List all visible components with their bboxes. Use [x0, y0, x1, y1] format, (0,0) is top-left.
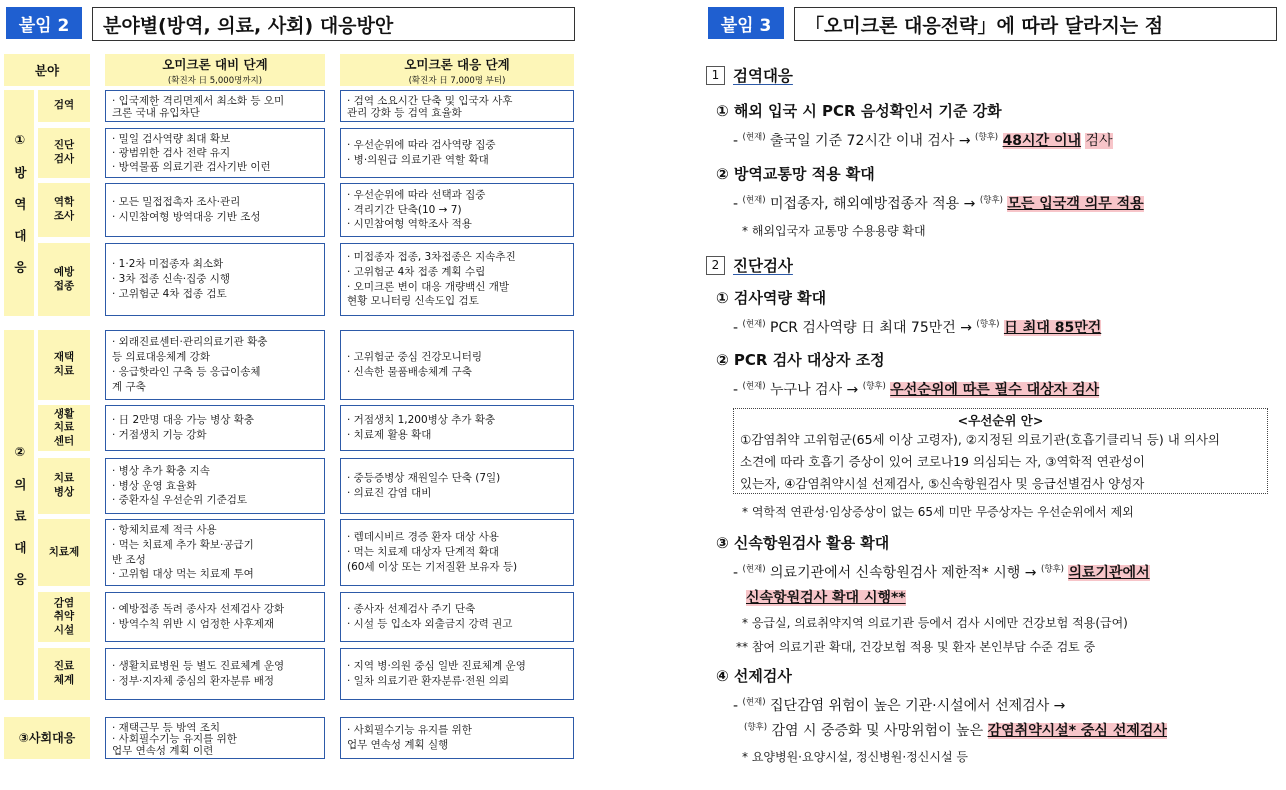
- cell-line: · 1·2차 미접종자 최소화: [112, 258, 224, 271]
- prep-stage-cell: [105, 717, 325, 759]
- resp-stage-cell: [340, 405, 574, 451]
- header-resp-stage: [340, 54, 574, 86]
- cell-line: · 정부·지자체 중심의 환자분류 배정: [112, 675, 275, 687]
- preemptive-after-highlight: 감염취약시설* 중심 선제검사: [987, 723, 1167, 739]
- cell-line: (60세 이상 또는 기저질환 보유자 등): [347, 560, 518, 573]
- cell-line: · 종사자 선제검사 주기 단축: [347, 603, 476, 616]
- cell-line: · 생활치료병원 등 별도 진료체계 운영: [112, 660, 285, 673]
- line-test-capacity: - $^{(현재)}$ PCR 검사역량 日 최대 75만건 → $^{(향후)}$ 日 최대 85만건: [733, 319, 1102, 336]
- cell-line: · 지역 병·의원 중심 일반 진료체계 운영: [347, 660, 526, 673]
- cell-line: · 먹는 치료제 추가 확보·공급기: [112, 538, 254, 551]
- prep-stage-cell: [105, 128, 325, 178]
- cell-line: · 고위험군 중심 건강모니터링: [347, 351, 483, 364]
- cell-line: 관리 강화 등 검역 효율화: [347, 107, 462, 118]
- left-title: 분야별(방역, 의료, 사회) 대응방안: [92, 7, 575, 41]
- header-resp-title: 오미크론 대응 단계: [404, 56, 510, 72]
- cell-line: · 미접종자 접종, 3차접종은 지속추진: [347, 250, 516, 263]
- cell-line: · 병상 운영 효율화: [112, 479, 197, 492]
- cell-line: · 광범위한 검사 전략 유지: [112, 147, 231, 159]
- prep-stage-cell: [105, 90, 325, 122]
- right-title: 「오미크론 대응전략」에 따라 달라지는 점: [794, 7, 1277, 41]
- header-field: 분야: [4, 54, 90, 86]
- item-pcr-target: ② PCR 검사 대상자 조정: [716, 351, 885, 369]
- right-badge: 붙임 3: [708, 7, 784, 39]
- cell-line: 업무 연속성 계획 이련: [112, 744, 214, 755]
- line-pcr-standard: - $^{(현재)}$ 출국일 기준 72시간 이내 검사 → $^{(향후)}$ 48시간 이내 검사: [733, 132, 1113, 149]
- cell-line: · 3차 접종 신속·집중 시행: [112, 273, 230, 286]
- resp-stage-cell: [340, 592, 574, 642]
- pcr-before: 출국일 기준 72시간 이내 검사 →: [770, 133, 971, 149]
- cell-line: · 재택근무 등 방역 조치: [112, 722, 220, 733]
- cell-line: · 거점생치 기능 강화: [112, 429, 207, 441]
- section-diagnostic: [706, 254, 793, 276]
- cell-line: · 시설 등 입소자 외출금지 강력 권고: [347, 618, 513, 630]
- row-category-label: 재택 치료: [38, 330, 90, 400]
- cell-line: · 사회필수기능 유지를 위한: [112, 733, 237, 744]
- priority-line: 있는자, ④감염취약시설 선제검사, ⑤신속항원검사 및 응급선별검사 양성자: [740, 476, 1145, 491]
- row-category-label: 예방 접종: [38, 243, 90, 316]
- prep-stage-cell: [105, 519, 325, 586]
- row-category-label: 치료제: [38, 519, 90, 586]
- resp-stage-cell: [340, 243, 574, 316]
- antigen-after-highlight: 의료기관에서: [1068, 565, 1150, 581]
- cell-line: · 의료진 감염 대비: [347, 487, 432, 499]
- item-pcr-standard: ① 해외 입국 시 PCR 음성확인서 기준 강화: [716, 102, 1002, 120]
- resp-stage-cell: [340, 519, 574, 586]
- cell-line: · 중등증병상 재원일수 단축 (7일): [347, 472, 501, 485]
- cell-line: · 격리기간 단축(10 → 7): [347, 203, 462, 216]
- section-number: 1: [706, 66, 725, 85]
- section-quarantine: [706, 64, 793, 86]
- note-preemptive: * 요양병원·요양시설, 정신병원·정신시설 등: [742, 750, 968, 764]
- item-preemptive: ④ 선제검사: [716, 667, 792, 685]
- resp-stage-cell: [340, 330, 574, 400]
- cell-line: · 방역수칙 위반 시 엄정한 사후제재: [112, 618, 275, 630]
- cell-line: · 예방접종 독려 종사자 선제검사 강화: [112, 603, 285, 616]
- pcr-after-highlight: 48시간 이내: [1002, 133, 1082, 149]
- row-category-label: 감염 취약 시설: [38, 592, 90, 642]
- cell-line: · 신속한 물품배송체계 구축: [347, 366, 472, 378]
- cell-line: · 고위험군 4차 접종 계획 수립: [347, 265, 486, 278]
- cell-line: · 고위험군 4차 접종 검토: [112, 287, 227, 300]
- cell-line: · 일차 의료기관 환자분류·전원 의뢰: [347, 675, 510, 687]
- resp-stage-cell: [340, 458, 574, 514]
- priority-line: 소견에 따라 호흡기 증상이 있어 코로나19 의심되는 자, ③역학적 연관성이: [740, 454, 1145, 470]
- header-resp-sub: (확진자 日 7,000명 부터): [408, 75, 506, 86]
- prep-stage-cell: [105, 405, 325, 451]
- section-title: 검역대응: [733, 67, 793, 85]
- resp-stage-cell: [340, 183, 574, 237]
- cell-line: · 입국제한 격리면제서 최소화 등 오미: [112, 95, 285, 106]
- cell-line: · 고위험 대상 먹는 치료제 투여: [112, 568, 254, 581]
- antigen-after-highlight-cont: 신속항원검사 확대 시행**: [746, 590, 906, 606]
- section-title: 진단검사: [733, 257, 793, 275]
- cell-line: · 모든 밀접접촉자 조사·관리: [112, 196, 241, 209]
- cell-line: · 응급핫라인 구축 등 응급이송체: [112, 366, 261, 378]
- note-antigen-1: * 응급실, 의료취약지역 의료기관 등에서 검사 시에만 건강보험 적용(급여): [742, 616, 1128, 630]
- header-prep-title: 오미크론 대비 단계: [162, 56, 268, 72]
- prep-stage-cell: [105, 330, 325, 400]
- capacity-after-highlight: 日 최대 85만건: [1003, 320, 1102, 336]
- row-category-label: 진단 검사: [38, 128, 90, 178]
- header-prep-sub: (확진자 日 5,000명까지): [167, 75, 263, 86]
- cell-line: 반 조성: [112, 553, 146, 566]
- line-quarantine-pass: - $^{(현재)}$ 미접종자, 해외예방접종자 적용 → $^{(향후)}$ 모든 입국객 의무 적용: [733, 195, 1144, 212]
- cell-line: · 시민참여형 역학조사 적용: [347, 218, 472, 231]
- cell-line: · 日 2만명 대응 가능 병상 확충: [112, 414, 254, 427]
- group-medical: ② 의 료 대 응: [4, 330, 34, 700]
- cell-line: 현황 모니터링 신속도입 검토: [347, 295, 479, 308]
- priority-title: <우선순위 안>: [957, 413, 1044, 428]
- cell-line: · 시민참여형 방역대응 기반 조성: [112, 211, 261, 223]
- item-test-capacity: ① 검사역량 확대: [716, 289, 827, 307]
- cell-line: 업무 연속성 계획 실행: [347, 739, 449, 751]
- line-preemptive-after: $^{(향후)}$ 감염 시 중증화 및 사망위험이 높은 감염취약시설* 중심 선제검사: [744, 722, 1167, 739]
- header-prep-stage: [105, 54, 325, 86]
- cell-line: · 사회필수기능 유지를 위한: [347, 724, 472, 737]
- line-preemptive: - $^{(현재)}$ 집단감염 위험이 높은 기관·시설에서 선제검사 →: [733, 697, 1066, 714]
- cell-line: · 렘데시비르 경증 환자 대상 사용: [347, 531, 499, 544]
- resp-stage-cell: [340, 648, 574, 700]
- group-quarantine: ① 방 역 대 응: [4, 90, 34, 316]
- cell-line: · 병·의원급 의료기관 역할 확대: [347, 154, 489, 166]
- note-antigen-2: ** 참여 의료기관 확대, 건강보험 적용 및 환자 본인부담 수준 검토 중: [736, 640, 1096, 654]
- prep-stage-cell: [105, 592, 325, 642]
- cell-line: · 치료제 활용 확대: [347, 429, 432, 441]
- priority-line: ①감염취약 고위험군(65세 이상 고령자), ②지정된 의료기관(호흡기클리닉 등) 내 의사의: [740, 432, 1220, 448]
- resp-stage-cell: [340, 717, 574, 759]
- target-after-highlight: 우선순위에 따른 필수 대상자 검사: [890, 382, 1100, 398]
- cell-line: · 검역 소요시간 단축 및 입국자 사후: [347, 95, 513, 106]
- cell-line: 등 의료대응체계 강화: [112, 351, 210, 364]
- line-rapid-antigen-cont: [746, 587, 906, 607]
- pass-after-highlight: 모든 입국객 의무 적용: [1007, 196, 1144, 212]
- cell-line: · 우선순위에 따라 검사역량 집중: [347, 139, 496, 152]
- priority-box: [733, 408, 1268, 494]
- item-rapid-antigen: ③ 신속항원검사 활용 확대: [716, 534, 890, 552]
- cell-line: 크론 국내 유입차단: [112, 107, 200, 118]
- line-rapid-antigen: - $^{(현재)}$ 의료기관에서 신속항원검사 제한적* 시행 → $^{(향후)}$ 의료기관에서: [733, 564, 1150, 581]
- cell-line: 계 구축: [112, 380, 146, 393]
- cell-line: · 오미크론 변이 대응 개량백신 개발: [347, 280, 510, 293]
- cell-line: · 먹는 치료제 대상자 단계적 확대: [347, 546, 499, 559]
- cell-line: · 우선순위에 따라 선택과 집중: [347, 188, 486, 201]
- cell-line: · 중환자실 우선순위 기준검토: [112, 494, 248, 507]
- row-category-label: 역학 조사: [38, 183, 90, 237]
- row-category-label: 검역: [38, 90, 90, 122]
- cell-line: · 병상 추가 확충 지속: [112, 464, 210, 477]
- resp-stage-cell: [340, 90, 574, 122]
- cell-line: · 외래진료센터·관리의료기관 확충: [112, 336, 268, 349]
- prep-stage-cell: [105, 243, 325, 316]
- prep-stage-cell: [105, 458, 325, 514]
- cell-line: · 항체치료제 적극 사용: [112, 524, 217, 536]
- row-category-label: 치료 병상: [38, 458, 90, 514]
- cell-line: · 방역물품 의료기관 검사기반 이런: [112, 161, 271, 173]
- resp-stage-cell: [340, 128, 574, 178]
- prep-stage-cell: [105, 648, 325, 700]
- note-priority: * 역학적 연관성·임상증상이 없는 65세 미만 무증상자는 우선순위에서 제외: [742, 505, 1134, 519]
- item-quarantine-pass: ② 방역교통망 적용 확대: [716, 165, 875, 183]
- cell-line: · 거점생치 1,200병상 추가 확충: [347, 414, 496, 427]
- group-social: ③사회대응: [4, 717, 90, 759]
- row-category-label: 생활 치료 센터: [38, 405, 90, 451]
- note-quarantine-pass: * 해외입국자 교통망 수용용량 확대: [742, 224, 926, 238]
- row-category-label: 진료 체계: [38, 648, 90, 700]
- prep-stage-cell: [105, 183, 325, 237]
- left-badge: 붙임 2: [6, 7, 82, 39]
- cell-line: · 밀일 검사역량 최대 확보: [112, 133, 231, 145]
- section-number: 2: [706, 256, 725, 275]
- line-pcr-target: - $^{(현재)}$ 누구나 검사 → $^{(향후)}$ 우선순위에 따른 필수 대상자 검사: [733, 381, 1100, 398]
